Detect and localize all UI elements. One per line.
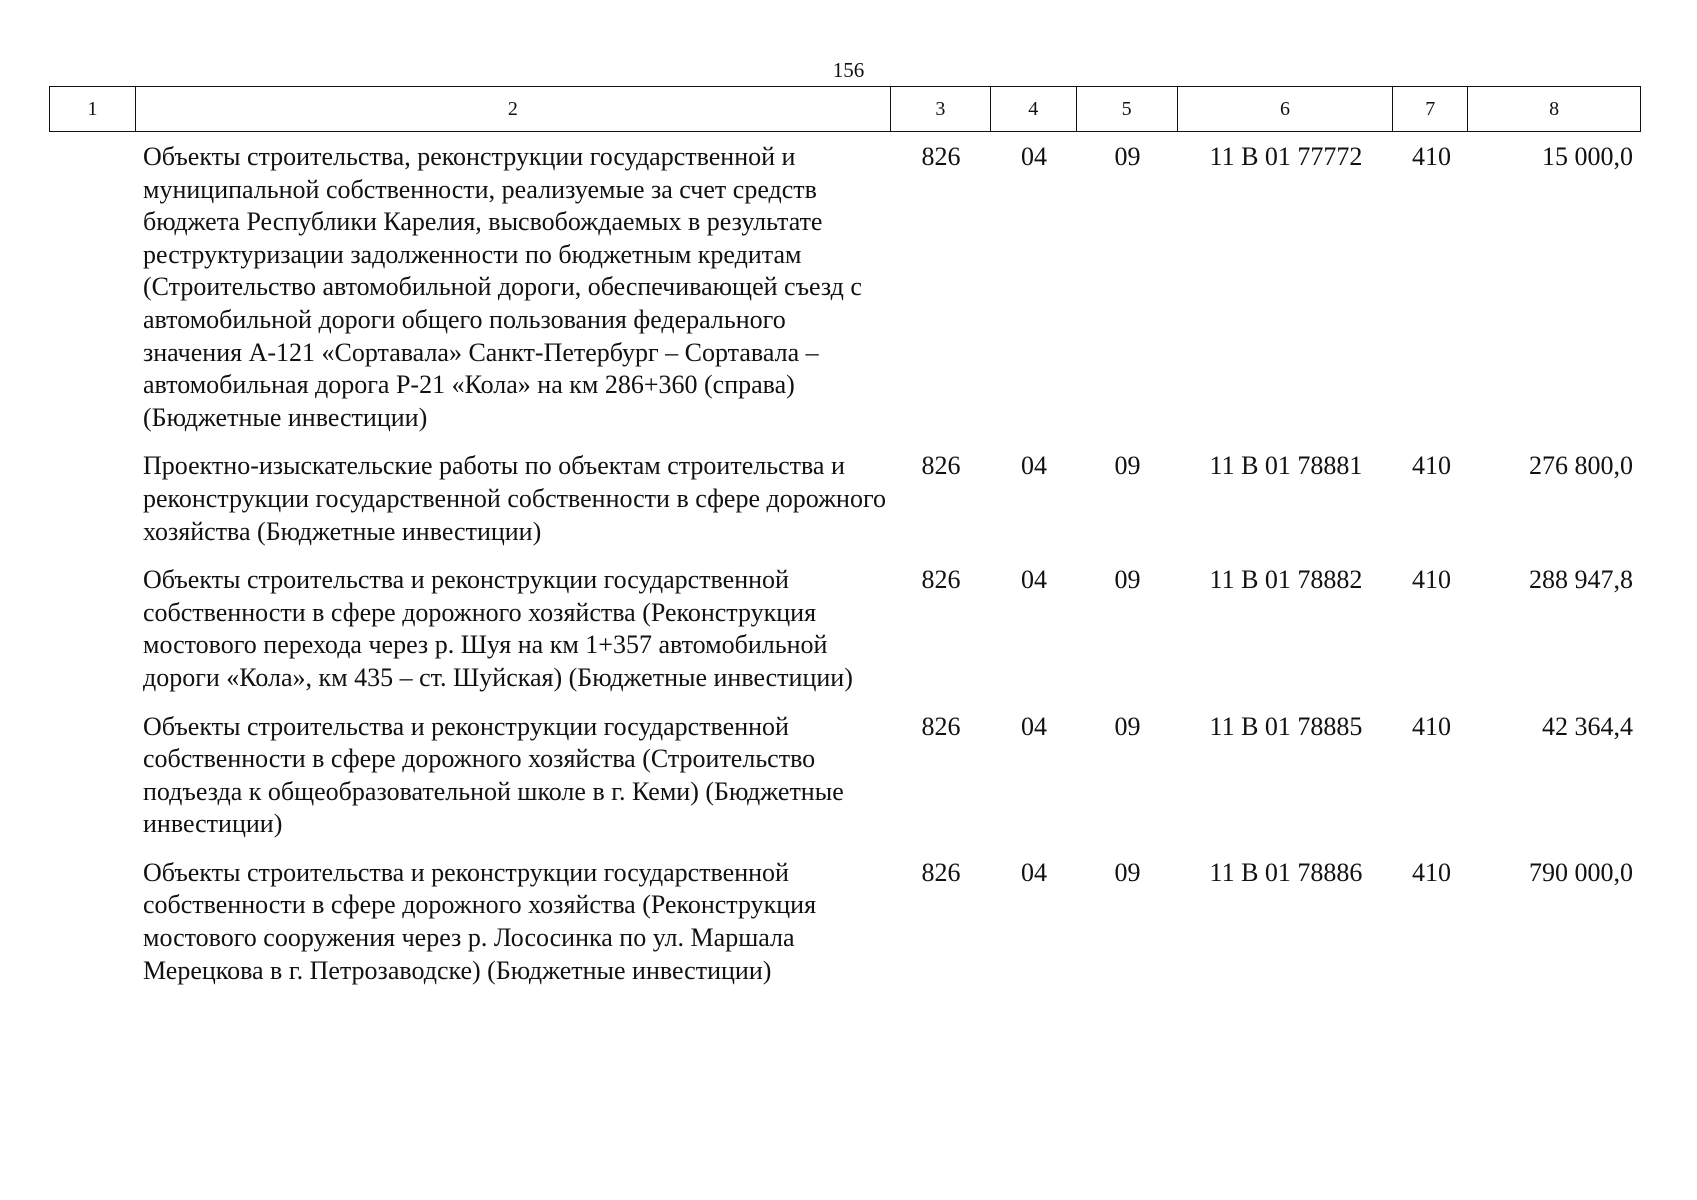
row-col-6: 11 В 01 78882	[1209, 565, 1363, 595]
row-description: Объекты строительства и реконструкции государственной собственности в сфере дорожного хозяйства (Реконструкция мостового сооружения через р. Лососинка по ул. Маршала Мерецкова в г. Петрозаводске) (Бюджетные инвестиции)	[143, 857, 817, 985]
row-col-7: 410	[1412, 565, 1451, 595]
header-col-3: 3	[891, 87, 991, 131]
row-col-5: 09	[1114, 451, 1141, 481]
row-amount: 15 000,0	[1542, 142, 1633, 171]
row-col-3: 826	[921, 451, 961, 481]
header-col-2: 2	[136, 87, 891, 131]
row-amount: 42 364,4	[1542, 711, 1633, 741]
row-col-5: 09	[1114, 565, 1141, 595]
row-col-5: 09	[1114, 142, 1141, 171]
row-col-3: 826	[921, 711, 961, 741]
row-col-6: 11 В 01 77772	[1209, 142, 1363, 171]
row-description: Объекты строительства и реконструкции государственной собственности в сфере дорожного хозяйства (Реконструкция мостового перехода через р. Шуя на км 1+357 автомобильной дороги «Кола», км 435 – ст. Шуйская) (Бюджетные инвестиции)	[143, 565, 853, 692]
row-col-4: 04	[1021, 142, 1047, 171]
row-amount: 790 000,0	[1529, 857, 1633, 887]
header-col-6: 6	[1178, 87, 1394, 131]
page-number: 156	[832, 58, 865, 82]
row-col-4: 04	[1021, 711, 1047, 741]
header-col-4: 4	[991, 87, 1077, 131]
row-col-7: 410	[1412, 451, 1451, 481]
row-description: Объекты строительства и реконструкции государственной собственности в сфере дорожного хозяйства (Строительство подъезда к общеобразовательной школе в г. Кеми) (Бюджетные инвестиции)	[143, 711, 844, 839]
table-header	[49, 86, 1641, 132]
row-col-5: 09	[1114, 857, 1141, 887]
row-description: Проектно-изыскательские работы по объектам строительства и реконструкции государственной собственности в сфере дорожного хозяйства (Бюджетные инвестиции)	[143, 451, 886, 546]
table-row	[49, 711, 1641, 841]
header-col-8: 8	[1549, 98, 1560, 120]
row-col-6: 11 В 01 78886	[1209, 857, 1363, 887]
row-col-7: 410	[1412, 857, 1451, 887]
table-row	[49, 564, 1641, 694]
table-row	[49, 857, 1641, 987]
row-col-6: 11 В 01 78885	[1209, 711, 1363, 741]
row-col-7: 410	[1412, 711, 1451, 741]
row-col-3: 826	[921, 565, 961, 595]
row-col-5: 09	[1114, 711, 1141, 741]
row-col-4: 04	[1021, 565, 1047, 595]
row-col-3: 826	[921, 857, 961, 887]
table-body	[49, 141, 1641, 1003]
header-col-1: 1	[50, 87, 136, 131]
row-description: Объекты строительства, реконструкции государственной и муниципальной собственности, реализуемые за счет средств бюджета Республики Карелия, высвобождаемых в результате реструктуризации задолженности по бюджетным кредитам (Строительство автомобильной дороги, обеспечивающей съезд с автомобильной дороги общего пользования федерального значения А-121 «Сортавала» Санкт-Петербург – Сортавала – автомобильная дорога Р-21 «Кола» на км 286+360 (справа) (Бюджетные инвестиции)	[143, 142, 862, 432]
table-row	[49, 141, 1641, 434]
row-col-6: 11 В 01 78881	[1209, 451, 1363, 481]
table-row	[49, 450, 1641, 548]
header-col-7: 7	[1393, 87, 1468, 131]
row-col-7: 410	[1412, 142, 1451, 171]
row-col-4: 04	[1021, 857, 1047, 887]
header-col-5: 5	[1077, 87, 1178, 131]
row-col-4: 04	[1021, 451, 1047, 481]
row-amount: 288 947,8	[1529, 565, 1633, 595]
row-col-3: 826	[921, 142, 961, 171]
row-amount: 276 800,0	[1529, 451, 1633, 481]
